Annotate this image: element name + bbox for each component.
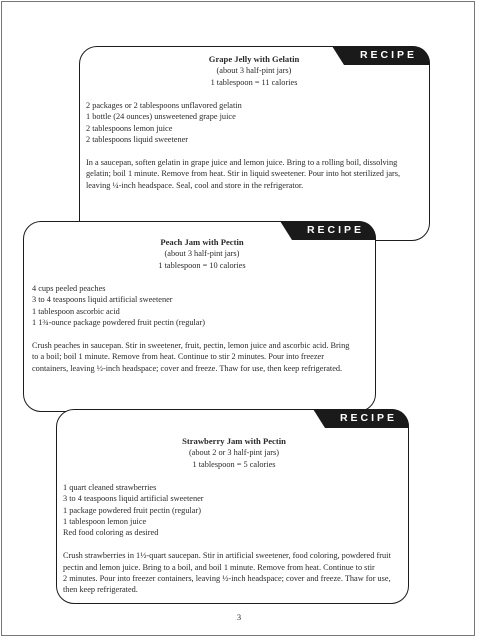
method-line: to a boil; boil 1 minute. Remove from heat. Continue to stir 2 minutes. Pour into freezer bbox=[32, 352, 324, 362]
ingredient-item: 2 packages or 2 tablespoons unflavored gelatin bbox=[86, 100, 242, 110]
method-line: containers, leaving ½-inch headspace; cover and freeze. Thaw for use, then keep refrigerated. bbox=[32, 363, 343, 373]
ingredient-list bbox=[63, 482, 405, 539]
ingredient-item: 3 to 4 teaspoons liquid artificial sweetener bbox=[32, 295, 173, 305]
ingredient-item: 3 to 4 teaspoons liquid artificial sweetener bbox=[63, 494, 204, 504]
recipe-method bbox=[63, 550, 405, 596]
ingredient-item: 1 tablespoon ascorbic acid bbox=[32, 306, 120, 316]
ingredient-item: 1 tablespoon lemon juice bbox=[63, 516, 147, 526]
method-line: Crush strawberries in 1½-quart saucepan. Stir in artificial sweetener, food coloring, powdered fruit bbox=[63, 551, 391, 561]
ingredient-item: Red food coloring as desired bbox=[63, 528, 159, 538]
recipe-calories: 1 tablespoon = 5 calories bbox=[192, 459, 276, 469]
recipe-badge: RECIPE bbox=[292, 221, 376, 240]
method-line: In a saucepan, soften gelatin in grape juice and lemon juice. Bring to a rolling boil, dissolving bbox=[86, 157, 398, 167]
method-line: 2 minutes. Pour into freezer containers, leaving ½-inch headspace; cover and freeze. Thaw for use, bbox=[63, 574, 391, 584]
recipe-badge: RECIPE bbox=[325, 409, 409, 428]
recipe-calories: 1 tablespoon = 11 calories bbox=[210, 77, 298, 87]
recipe-content bbox=[32, 237, 372, 374]
ingredient-item: 2 tablespoons liquid sweetener bbox=[86, 134, 189, 144]
method-line: gelatin; boil 1 minute. Remove from heat. Stir in liquid sweetener. Pour into hot sterilized jars, bbox=[86, 169, 401, 179]
recipe-yield: (about 3 half-pint jars) bbox=[216, 66, 292, 76]
recipe-badge: RECIPE bbox=[344, 46, 430, 65]
recipe-title: Strawberry Jam with Pectin bbox=[182, 436, 286, 446]
recipe-yield: (about 2 or 3 half-pint jars) bbox=[188, 448, 280, 458]
recipe-title: Grape Jelly with Gelatin bbox=[208, 54, 300, 64]
ingredient-item: 1 quart cleaned strawberries bbox=[63, 482, 157, 492]
page-number: 3 bbox=[236, 612, 242, 622]
ingredient-item: 1 bottle (24 ounces) unsweetened grape juice bbox=[86, 112, 236, 122]
recipe-method bbox=[86, 157, 422, 191]
ingredient-item: 4 cups peeled peaches bbox=[32, 283, 106, 293]
recipe-card-grape-jelly bbox=[79, 46, 430, 241]
recipe-content bbox=[86, 54, 422, 191]
recipe-title: Peach Jam with Pectin bbox=[160, 237, 244, 247]
recipe-card-strawberry-jam bbox=[56, 409, 409, 604]
recipe-calories: 1 tablespoon = 10 calories bbox=[158, 260, 246, 270]
recipe-content bbox=[63, 436, 405, 596]
method-line: leaving ¼-inch headspace. Seal, cool and store in the refrigerator. bbox=[86, 180, 304, 190]
method-line: Crush peaches in saucepan. Stir in sweetener, fruit, pectin, lemon juice and ascorbic acid. Bring bbox=[32, 340, 350, 350]
ingredient-list bbox=[86, 100, 422, 146]
recipe-yield: (about 3 half-pint jars) bbox=[164, 249, 240, 259]
ingredient-item: 1 1¾-ounce package powdered fruit pectin (regular) bbox=[32, 317, 206, 327]
ingredient-item: 2 tablespoons lemon juice bbox=[86, 123, 173, 133]
recipe-method bbox=[32, 340, 372, 374]
method-line: pectin and lemon juice. Bring to a boil, and boil 1 minute. Remove from heat. Continue to stir bbox=[63, 562, 375, 572]
ingredient-list bbox=[32, 283, 372, 329]
recipe-card-peach-jam bbox=[23, 221, 376, 412]
method-line: then keep refrigerated. bbox=[63, 585, 138, 595]
ingredient-item: 1 package powdered fruit pectin (regular) bbox=[63, 505, 201, 515]
